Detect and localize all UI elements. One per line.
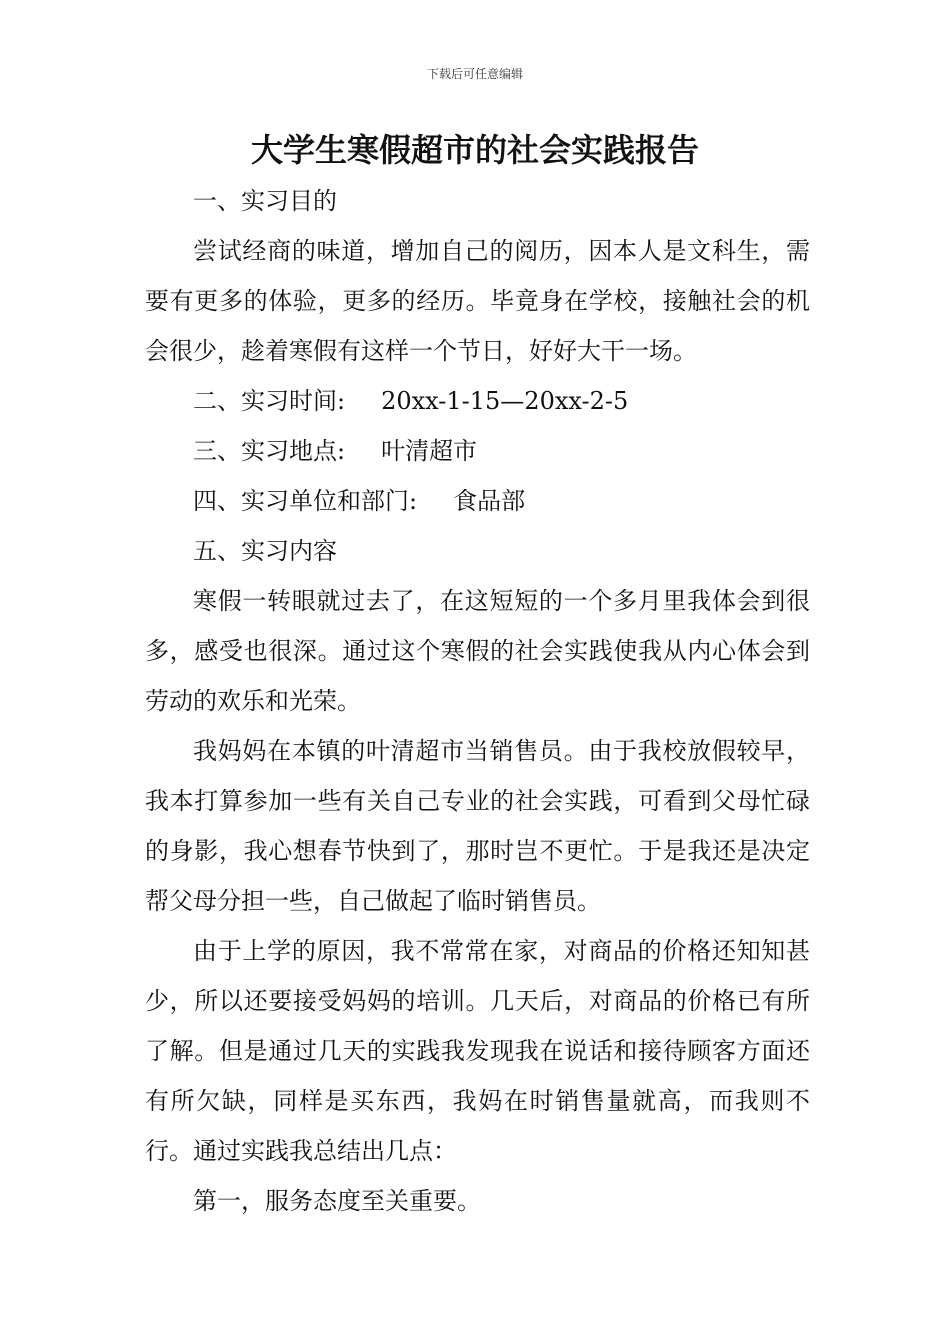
meta-row-place [145, 426, 810, 476]
section-heading-purpose: 一、实习目的 [193, 187, 337, 215]
document-body [145, 176, 810, 1226]
unit-value: 食品部 [453, 487, 526, 515]
document-title: 大学生寒假超市的社会实践报告 [250, 131, 699, 169]
paragraph: 由于上学的原因，我不常常在家，对商品的价格还知知甚少，所以还要接受妈妈的培训。几天后，对商品的价格已有所了解。但是通过几天的实践我发现我在说话和接待顾客方面还有所欠缺，同样是买东西，我妈在时销售量就高，而我则不行。通过实践我总结出几点： [145, 937, 810, 1165]
place-label: 三、实习地点: [193, 437, 346, 465]
unit-label: 四、实习单位和部门: [193, 487, 418, 515]
meta-row-unit [145, 476, 810, 526]
paragraph: 我妈妈在本镇的叶清超市当销售员。由于我校放假较早，我本打算参加一些有关自己专业的社会实践，可看到父母忙碌的身影，我心想春节快到了，那时岂不更忙。于是我还是决定帮父母分担一些，自己做起了临时销售员。 [145, 737, 810, 915]
header-note: 下载后可任意编辑 [426, 67, 523, 81]
time-label: 二、实习时间: [193, 387, 346, 415]
paragraph-purpose: 尝试经商的味道，增加自己的阅历，因本人是文科生，需要有更多的体验，更多的经历。毕竟身在学校，接触社会的机会很少，趁着寒假有这样一个节日，好好大干一场。 [145, 237, 810, 365]
time-value: 20xx-1-15—20xx-2-5 [381, 387, 629, 415]
meta-row-time [145, 376, 810, 426]
paragraph: 寒假一转眼就过去了，在这短短的一个多月里我体会到很多，感受也很深。通过这个寒假的社会实践使我从内心体会到劳动的欢乐和光荣。 [145, 587, 810, 715]
paragraph: 第一，服务态度至关重要。 [193, 1187, 481, 1215]
place-value: 叶清超市 [381, 437, 478, 465]
section-heading-content: 五、实习内容 [193, 537, 337, 565]
